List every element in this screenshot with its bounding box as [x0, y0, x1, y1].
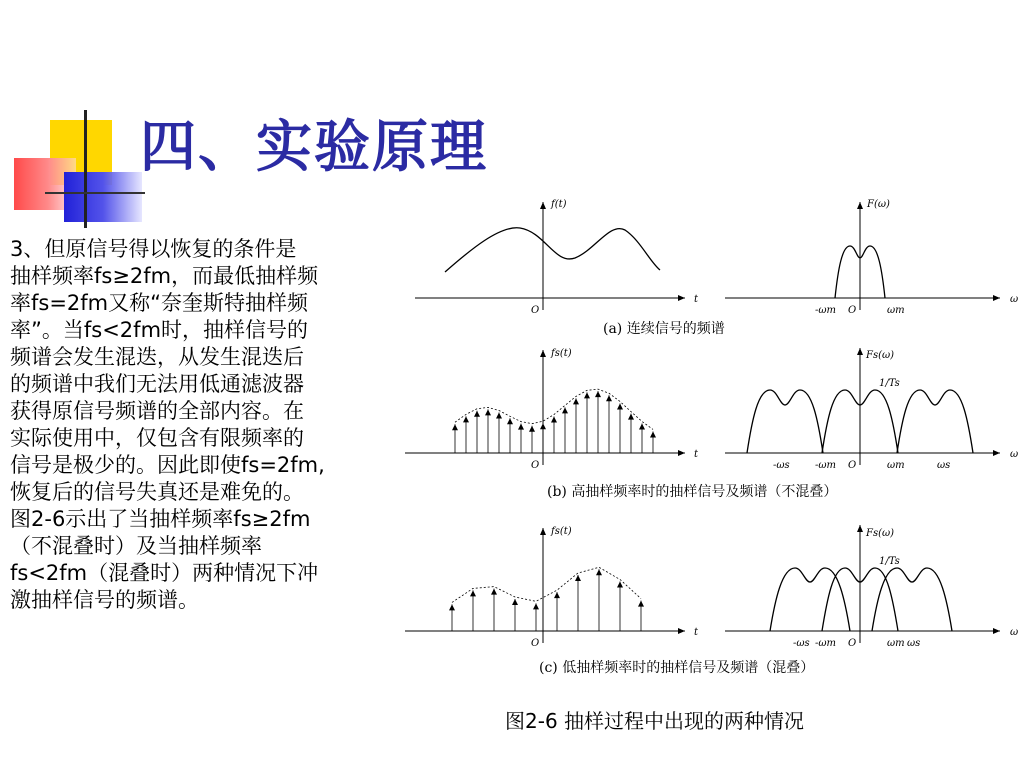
body-line: 频谱会发生混迭，从发生混迭后 [10, 345, 304, 369]
label-Fsw: Fs(ω) [866, 350, 895, 361]
label-fst: fs(t) [551, 526, 572, 537]
label-inv-Ts: 1/Ts [879, 378, 900, 389]
label-fst: fs(t) [551, 348, 572, 359]
continuous-signal-curve [445, 228, 660, 272]
body-line: 恢复后的信号失真还是难免的。 [10, 480, 304, 504]
impulse-arrowhead [573, 398, 579, 404]
caption-b: (b) 高抽样频率时的抽样信号及频谱（不混叠） [547, 484, 838, 500]
label-origin: O [531, 638, 540, 649]
label-neg-wm: -ωm [815, 638, 837, 649]
caption-c: (c) 低抽样频率时的抽样信号及频谱（混叠） [539, 660, 815, 676]
impulse-arrowhead [529, 426, 535, 432]
label-t: t [694, 449, 699, 460]
slide-title: 四、实验原理 [140, 114, 488, 180]
label-inv-Ts: 1/Ts [879, 556, 900, 567]
body-line: 获得原信号频谱的全部内容。在 [10, 399, 304, 423]
body-line: 率fs=2fm又称“奈奎斯特抽样频 [10, 291, 309, 315]
impulse-arrowhead [474, 411, 480, 417]
body-line: 信号是极少的。因此即使fs=2fm, [10, 453, 325, 477]
label-wm: ωm [887, 305, 905, 316]
label-neg-ws: -ωs [793, 638, 810, 649]
body-line: 率”。当fs<2fm时，抽样信号的 [10, 318, 309, 342]
impulse-arrowhead [470, 590, 476, 596]
label-t: t [694, 627, 699, 638]
label-Fw: F(ω) [867, 199, 890, 210]
impulse-arrowhead [551, 417, 557, 423]
figure-caption: 图2-6 抽样过程中出现的两种情况 [505, 709, 805, 733]
label-neg-wm: -ωm [815, 305, 837, 316]
body-line: 的频谱中我们无法用低通滤波器 [10, 372, 304, 396]
impulse-arrowhead [575, 575, 581, 581]
body-line: 激抽样信号的频谱。 [10, 588, 199, 612]
label-wm: ωm [887, 638, 905, 649]
impulse-arrowhead [512, 599, 518, 605]
label-origin: O [848, 305, 857, 316]
label-origin: O [531, 460, 540, 471]
panel-c-sampled-signal [405, 526, 699, 649]
label-ws: ωs [937, 460, 951, 471]
label-ft: f(t) [551, 199, 567, 210]
impulse-arrowhead [491, 589, 497, 595]
body-line: 抽样频率fs≥2fm，而最低抽样频 [10, 264, 319, 288]
impulse-arrowhead [554, 592, 560, 598]
impulse-arrowhead [617, 403, 623, 409]
label-origin: O [848, 460, 857, 471]
impulse-arrowhead [562, 407, 568, 413]
impulse-arrowhead [452, 424, 458, 430]
label-wm: ωm [887, 460, 905, 471]
label-neg-wm: -ωm [815, 460, 837, 471]
label-w: ω [1010, 627, 1019, 638]
label-origin: O [531, 305, 540, 316]
spectrum-copy-left [747, 390, 823, 453]
body-line: 图2-6示出了当抽样频率fs≥2fm [10, 507, 311, 531]
label-ws: ωs [907, 638, 921, 649]
dotted-envelope [452, 567, 641, 602]
label-w: ω [1010, 449, 1019, 460]
impulse-arrowhead [449, 604, 455, 610]
body-line: fs<2fm（混叠时）两种情况下冲 [10, 561, 319, 585]
spectrum-copy-right [872, 568, 952, 631]
impulse-arrowhead [628, 414, 634, 420]
impulse-arrowhead [650, 431, 656, 437]
impulse-arrowhead [595, 391, 601, 397]
body-line: （不混叠时）及当抽样频率 [10, 534, 262, 558]
impulse-arrowhead [596, 569, 602, 575]
panel-c-spectrum [725, 525, 1018, 649]
panel-b-spectrum [725, 348, 1018, 471]
label-neg-ws: -ωs [773, 460, 790, 471]
caption-a: (a) 连续信号的频谱 [603, 321, 725, 337]
impulse-arrowhead [518, 424, 524, 430]
panel-a-time-signal [415, 199, 699, 316]
body-line: 实际使用中，仅包含有限频率的 [10, 426, 304, 450]
impulse-arrowhead [533, 603, 539, 609]
impulse-arrowhead [485, 409, 491, 415]
impulse-arrowhead [463, 416, 469, 422]
label-w: ω [1010, 294, 1019, 305]
body-line: 3、但原信号得以恢复的条件是 [10, 237, 297, 261]
panel-b-sampled-signal [405, 348, 699, 471]
impulse-arrowhead [584, 392, 590, 398]
impulse-arrowhead [606, 395, 612, 401]
spectrum-copy-right [897, 390, 973, 453]
impulse-arrowhead [540, 423, 546, 429]
impulse-arrowhead [507, 418, 513, 424]
label-origin: O [848, 638, 857, 649]
label-Fsw: Fs(ω) [866, 528, 895, 539]
impulse-arrowhead [617, 581, 623, 587]
impulse-arrowhead [639, 423, 645, 429]
panel-a-spectrum [725, 199, 1018, 316]
spectrum-copy-left [770, 568, 850, 631]
label-t: t [694, 294, 699, 305]
impulse-arrowhead [638, 601, 644, 607]
impulse-arrowhead [496, 413, 502, 419]
